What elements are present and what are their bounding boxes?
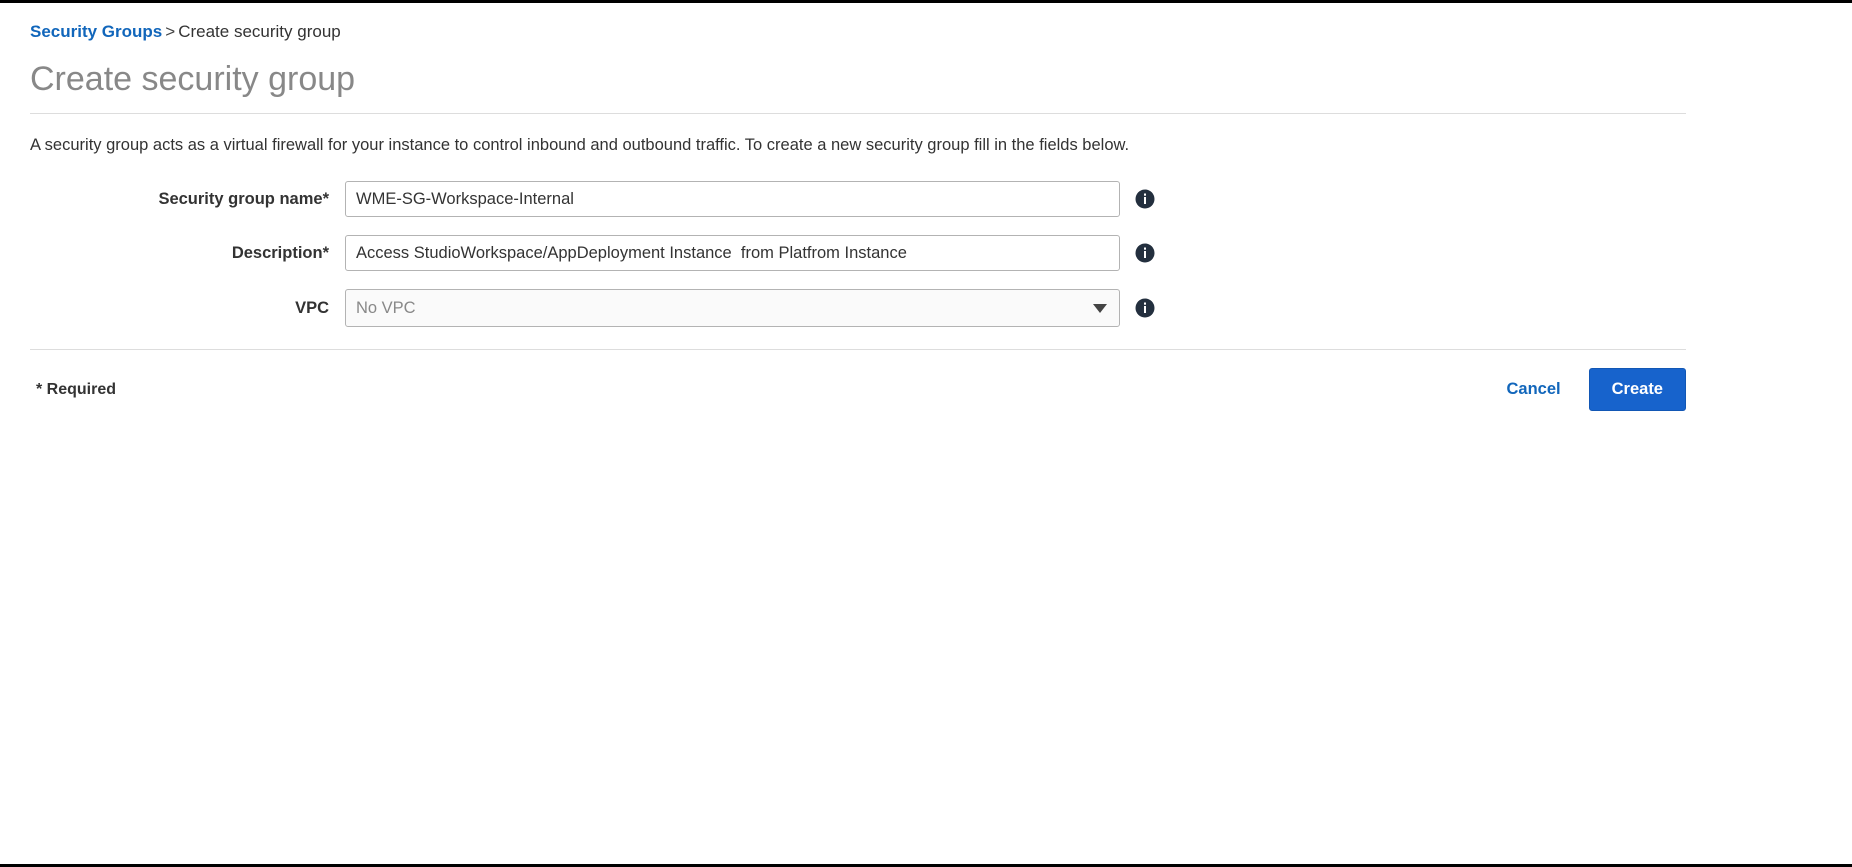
cancel-button[interactable]: Cancel [1493, 372, 1575, 407]
create-button[interactable]: Create [1589, 368, 1686, 411]
footer-divider [30, 349, 1686, 350]
intro-text: A security group acts as a virtual firewall for your instance to control inbound and outbound traffic. To create a new security group fill in the fields below. [30, 136, 1130, 154]
field-wrap-vpc [345, 289, 1155, 327]
info-icon[interactable] [1135, 298, 1155, 318]
page-content [0, 3, 1852, 411]
breadcrumb-separator: > [165, 22, 176, 41]
label-description: Description* [231, 243, 329, 262]
field-wrap-description [345, 235, 1155, 271]
label-vpc: VPC [295, 298, 329, 317]
chevron-down-icon [1093, 304, 1107, 313]
info-icon[interactable] [1135, 189, 1155, 209]
info-icon[interactable] [1135, 243, 1155, 263]
page-title: Create security group [30, 60, 356, 98]
title-divider [30, 113, 1686, 114]
form-row-description [30, 235, 1822, 271]
breadcrumb [30, 21, 1822, 43]
required-note: * Required [36, 380, 117, 398]
breadcrumb-link-security-groups[interactable]: Security Groups [30, 22, 163, 41]
vpc-select-value: No VPC [356, 298, 416, 317]
footer-actions [1493, 368, 1686, 411]
label-security-group-name: Security group name* [158, 189, 329, 208]
vpc-select[interactable] [345, 289, 1120, 327]
form-row-security-group-name [30, 181, 1822, 217]
breadcrumb-current: Create security group [178, 22, 341, 41]
description-input[interactable] [345, 235, 1120, 271]
footer [30, 368, 1686, 411]
field-wrap-security-group-name [345, 181, 1155, 217]
form-row-vpc [30, 289, 1822, 327]
security-group-name-input[interactable] [345, 181, 1120, 217]
